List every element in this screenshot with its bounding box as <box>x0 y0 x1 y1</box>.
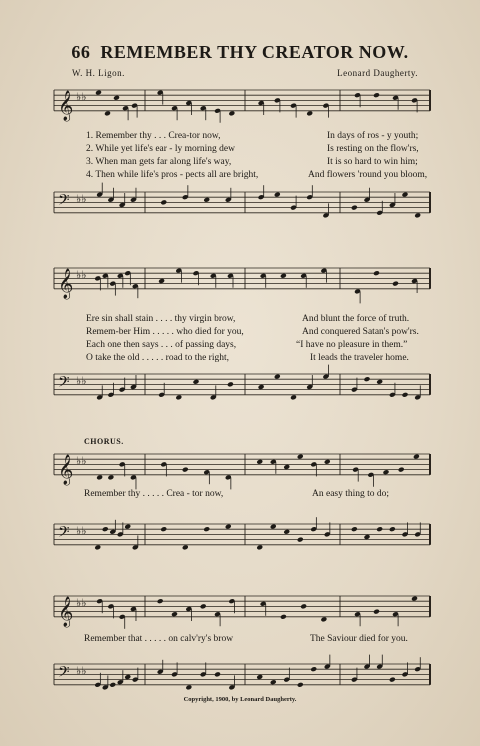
verse-1-line-2: In days of ros - y youth; <box>327 131 419 141</box>
key-signature-icon: ♭♭ <box>76 90 87 104</box>
copyright-notice: Copyright, 1900, by Leonard Daugherty. <box>183 696 297 703</box>
key-signature-icon: ♭♭ <box>76 268 87 282</box>
staff-lines <box>54 90 430 111</box>
staff-lines <box>54 268 430 289</box>
key-signature-icon: ♭♭ <box>76 192 87 206</box>
treble-clef-icon: 𝄞 <box>58 596 74 627</box>
note-heads <box>95 90 418 123</box>
staff-lines <box>54 374 430 395</box>
treble-staff-1 <box>50 78 434 134</box>
staff-lines <box>54 664 430 685</box>
treble-staff-3 <box>50 446 434 490</box>
note-heads <box>96 596 418 629</box>
treble-clef-icon: 𝄞 <box>58 268 74 299</box>
bass-clef-icon: 𝄢 <box>58 373 70 395</box>
key-signature-icon: ♭♭ <box>76 524 87 538</box>
chorus-line-2b: The Saviour died for you. <box>310 634 408 644</box>
staff-lines <box>54 192 430 213</box>
verse-4-line-2: And flowers 'round you bloom, <box>308 170 428 180</box>
bass-clef-icon: 𝄢 <box>58 663 70 685</box>
verse-1-line-4: And blunt the force of truth. <box>302 314 410 324</box>
treble-clef-icon: 𝄞 <box>58 90 74 121</box>
verse-2-line-1: 2. While yet life's ear - ly morning dew <box>86 144 236 154</box>
lyricist-credit: W. H. Ligon. <box>72 68 125 78</box>
composer-credit: Leonard Daugherty. <box>337 68 418 78</box>
bass-clef-icon: 𝄢 <box>58 523 70 545</box>
verse-2-line-3: Remem-ber Him . . . . . who died for you, <box>86 327 244 337</box>
bass-staff-4 <box>50 650 434 696</box>
staff-lines <box>54 454 430 475</box>
hymn-title-line <box>0 42 480 63</box>
note-heads <box>94 517 421 550</box>
chorus-line-1b: An easy thing to do; <box>312 489 390 499</box>
bass-staff-3 <box>50 506 434 556</box>
verse-3-line-3: Each one then says . . . of passing days, <box>86 340 237 350</box>
verse-2-line-2: Is resting on the flow'rs, <box>327 144 419 154</box>
verse-2-line-4: And conquered Satan's pow'rs. <box>302 327 419 337</box>
hymn-number: 66 <box>71 42 91 62</box>
key-signature-icon: ♭♭ <box>76 596 87 610</box>
verse-3-line-4: “I have no pleasure in them.” <box>296 340 408 350</box>
verse-1-line-3: Ere sin shall stain . . . . thy virgin brow, <box>86 314 236 324</box>
verse-3-line-2: It is so hard to win him; <box>327 157 418 167</box>
hymn-title: REMEMBER THY CREATOR NOW. <box>100 42 409 62</box>
chorus-line-2a: Remember that . . . . . on calv'ry's brow <box>84 634 234 644</box>
staff-lines <box>54 524 430 545</box>
verse-1-line-1: 1. Remember thy . . . Crea-tor now, <box>86 131 221 141</box>
bass-staff-1 <box>50 182 434 222</box>
bass-staff-2 <box>50 364 434 406</box>
treble-staff-4 <box>50 588 434 632</box>
verse-3-line-1: 3. When man gets far along life's way, <box>86 157 232 167</box>
chorus-line-1a: Remember thy . . . . . Crea - tor now, <box>84 489 224 499</box>
treble-clef-icon: 𝄞 <box>58 454 74 485</box>
key-signature-icon: ♭♭ <box>76 664 87 678</box>
treble-staff-2 <box>50 258 434 314</box>
verse-4-line-4: It leads the traveler home. <box>310 353 409 363</box>
verse-4-line-1: 4. Then while life's pros - pects all are bright, <box>86 170 259 180</box>
chorus-label: CHORUS. <box>84 437 124 446</box>
key-signature-icon: ♭♭ <box>76 454 87 468</box>
key-signature-icon: ♭♭ <box>76 374 87 388</box>
bass-clef-icon: 𝄢 <box>58 191 70 213</box>
verse-4-line-3: O take the old . . . . . road to the right, <box>86 353 229 363</box>
